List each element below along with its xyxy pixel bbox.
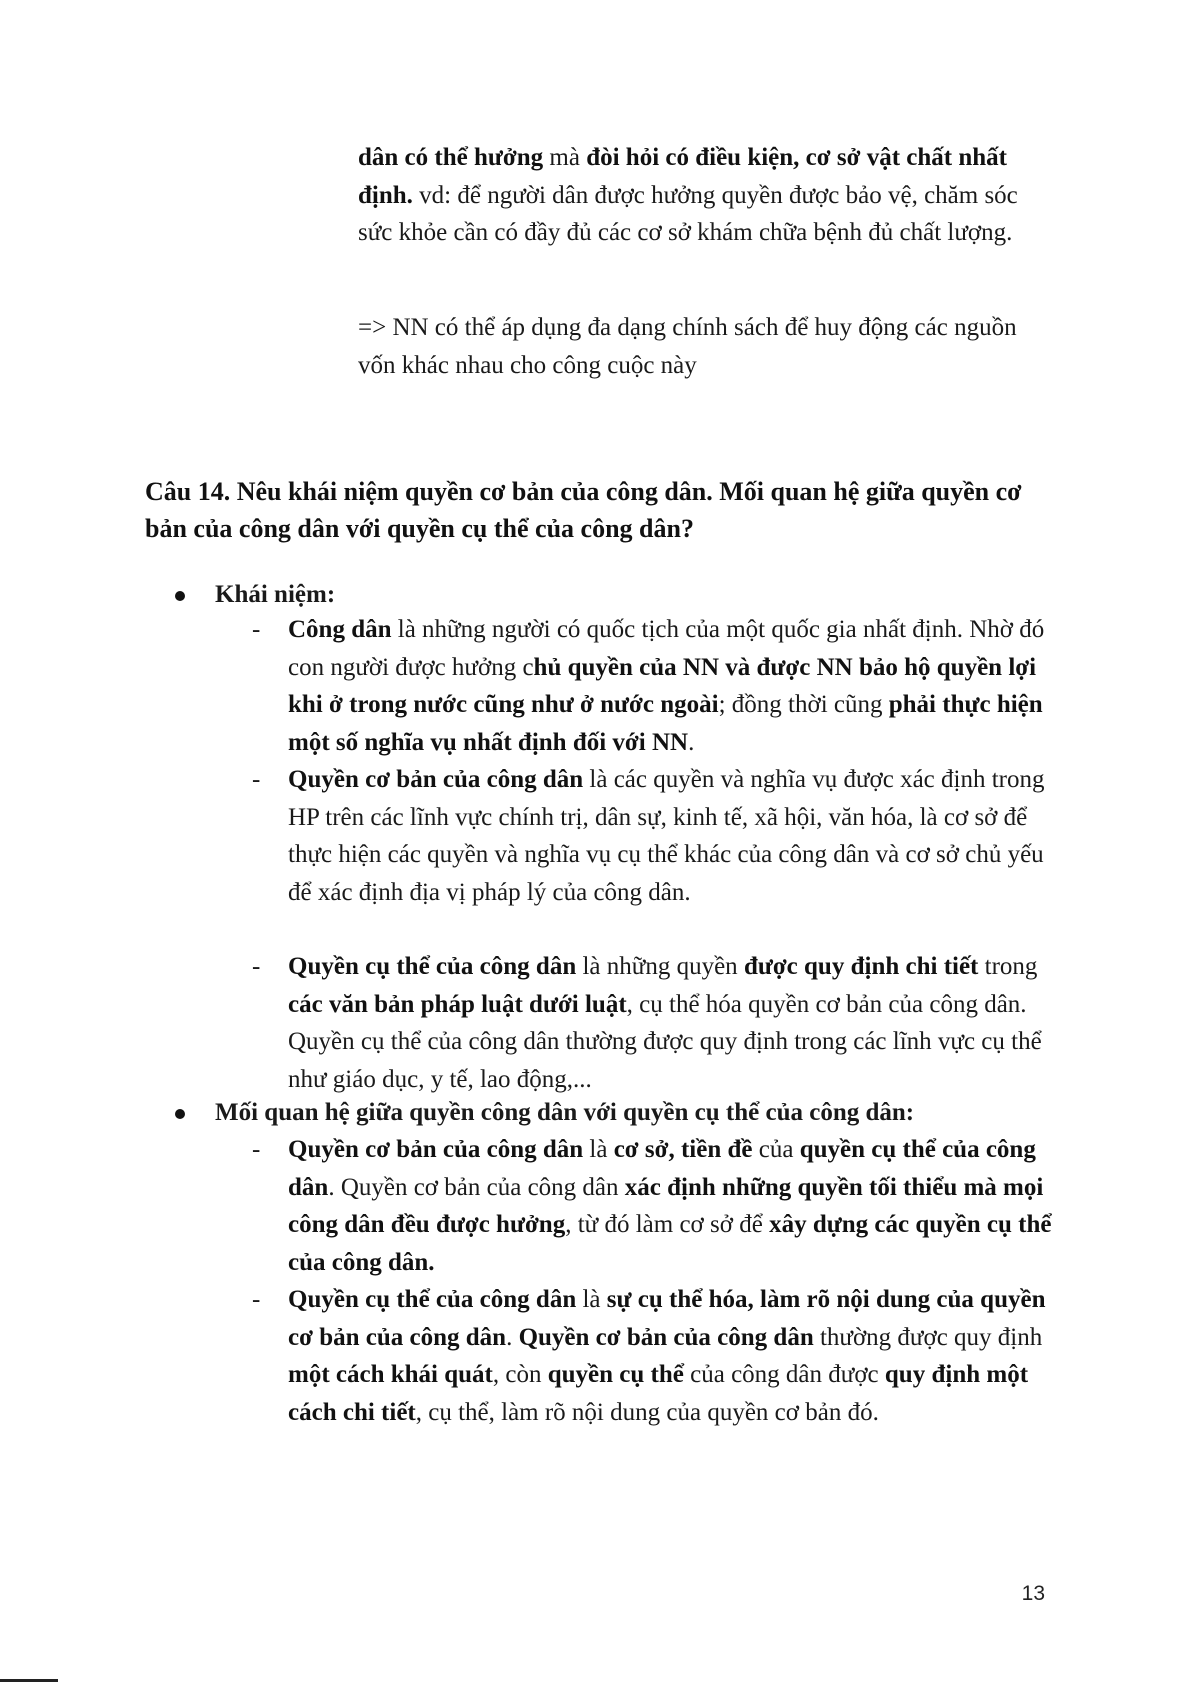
text: là các quyền và nghĩa vụ được xác định trong HP trên các lĩnh vực chính trị, dân sự, kinh tế, xã hội, văn hóa, là cơ sở để thực hiện các quyền và nghĩa vụ cụ thể khác của công dân và cơ sở chủ yếu để xác định địa vị pháp lý của công dân.: [288, 766, 1045, 906]
text: của: [752, 1136, 800, 1163]
text: là: [583, 1136, 614, 1163]
bold-text: cơ sở, tiền đề: [613, 1136, 753, 1163]
bold-text: quyền cụ thể: [547, 1361, 684, 1388]
bold-text: một cách khái quát: [288, 1361, 493, 1388]
dash-marker: -: [252, 1136, 261, 1163]
bullet-dot-icon: [175, 591, 185, 601]
continued-paragraph-block: [358, 139, 1028, 252]
concept-item-specific-rights: [252, 948, 1062, 1098]
bullet-label: Mối quan hệ giữa quyền công dân với quyền cụ thể của công dân:: [215, 1099, 915, 1126]
bold-text: phải thực hiện một số nghĩa vụ nhất định đối với NN: [288, 691, 1043, 756]
text: là: [576, 1286, 607, 1313]
text: .: [688, 728, 695, 756]
text: , từ đó làm cơ sở để: [565, 1211, 770, 1238]
bold-text: hủ quyền của NN và được NN bảo hộ quyền lợi khi ở trong nước cũng như ở nước ngoài: [288, 653, 1037, 718]
bold-text: Quyền cơ bản của công dân: [518, 1323, 814, 1351]
bold-text: được quy định chi tiết: [743, 953, 979, 980]
dash-marker: -: [252, 1286, 261, 1313]
text: của công dân được: [683, 1361, 885, 1388]
text: là những người có quốc tịch của một quốc gia nhất định. Nhờ đó con người được hưởng c: [288, 616, 1045, 681]
bold-text: dân có thể hưởng: [358, 144, 544, 171]
text: thường được quy định: [813, 1323, 1043, 1351]
conclusion-paragraph-block: [358, 309, 1038, 384]
bold-text: Quyền cụ thể của công dân: [288, 1286, 577, 1313]
concept-item-citizen: [252, 611, 1062, 761]
text: là những quyền: [576, 953, 744, 980]
bullet-relationship: [178, 1094, 914, 1132]
relationship-item-basis: [252, 1131, 1062, 1281]
page-number: 13: [1021, 1582, 1045, 1605]
bold-text: sự cụ thể hóa, làm rõ nội dung của quyền cơ bản của công dân: [288, 1286, 1046, 1351]
text: , cụ thể, làm rõ nội dung của quyền cơ bản đó.: [415, 1398, 879, 1426]
continued-paragraph: [358, 139, 1028, 252]
text: ; đồng thời cũng: [718, 691, 889, 718]
text: mà: [543, 144, 587, 171]
bold-text: Quyền cơ bản của công dân: [288, 1136, 584, 1163]
text: . Quyền cơ bản của công dân: [328, 1173, 625, 1201]
bold-text: quy định một cách chi tiết: [288, 1361, 1029, 1426]
bold-text: quyền cụ thể của công dân: [288, 1136, 1036, 1201]
text: , cụ thể hóa quyền cơ bản của công dân. Quyền cụ thể của công dân thường được quy định trong các lĩnh vực cụ thể như giáo dục, y tế, lao động,...: [288, 990, 1042, 1093]
bullet-dot-icon: [175, 1109, 185, 1119]
question-heading: Câu 14. Nêu khái niệm quyền cơ bản của công dân. Mối quan hệ giữa quyền cơ bản của công dân với quyền cụ thể của công dân?: [145, 477, 1022, 543]
dash-marker: -: [252, 616, 261, 643]
footer-divider: [0, 1679, 58, 1682]
relationship-item-concretization: [252, 1281, 1062, 1431]
text: vd: để người dân được hưởng quyền được bảo vệ, chăm sóc sức khỏe cần có đầy đủ các cơ sở khám chữa bệnh đủ chất lượng.: [358, 181, 1018, 246]
dash-marker: -: [252, 766, 261, 793]
bold-text: Quyền cơ bản của công dân: [288, 766, 584, 793]
bold-text: đòi hỏi có điều kiện, cơ sở vật chất nhất định.: [358, 144, 1007, 209]
bullet-label: Khái niệm:: [215, 581, 336, 608]
text: , còn: [492, 1361, 548, 1388]
bold-text: xây dựng các quyền cụ thể của công dân.: [288, 1211, 1052, 1276]
bold-text: xác định những quyền tối thiểu mà mọi công dân đều được hưởng: [288, 1173, 1044, 1238]
concept-item-basic-rights: [252, 761, 1062, 911]
bold-text: Công dân: [288, 616, 392, 643]
text: trong: [978, 953, 1038, 980]
bold-text: các văn bản pháp luật dưới luật: [288, 990, 627, 1018]
dash-marker: -: [252, 953, 261, 980]
conclusion-paragraph: => NN có thể áp dụng đa dạng chính sách để huy động các nguồn vốn khác nhau cho công cuộc này: [358, 314, 1017, 379]
bold-text: Quyền cụ thể của công dân: [288, 953, 577, 980]
bullet-concept: [178, 576, 335, 614]
text: .: [506, 1323, 519, 1351]
